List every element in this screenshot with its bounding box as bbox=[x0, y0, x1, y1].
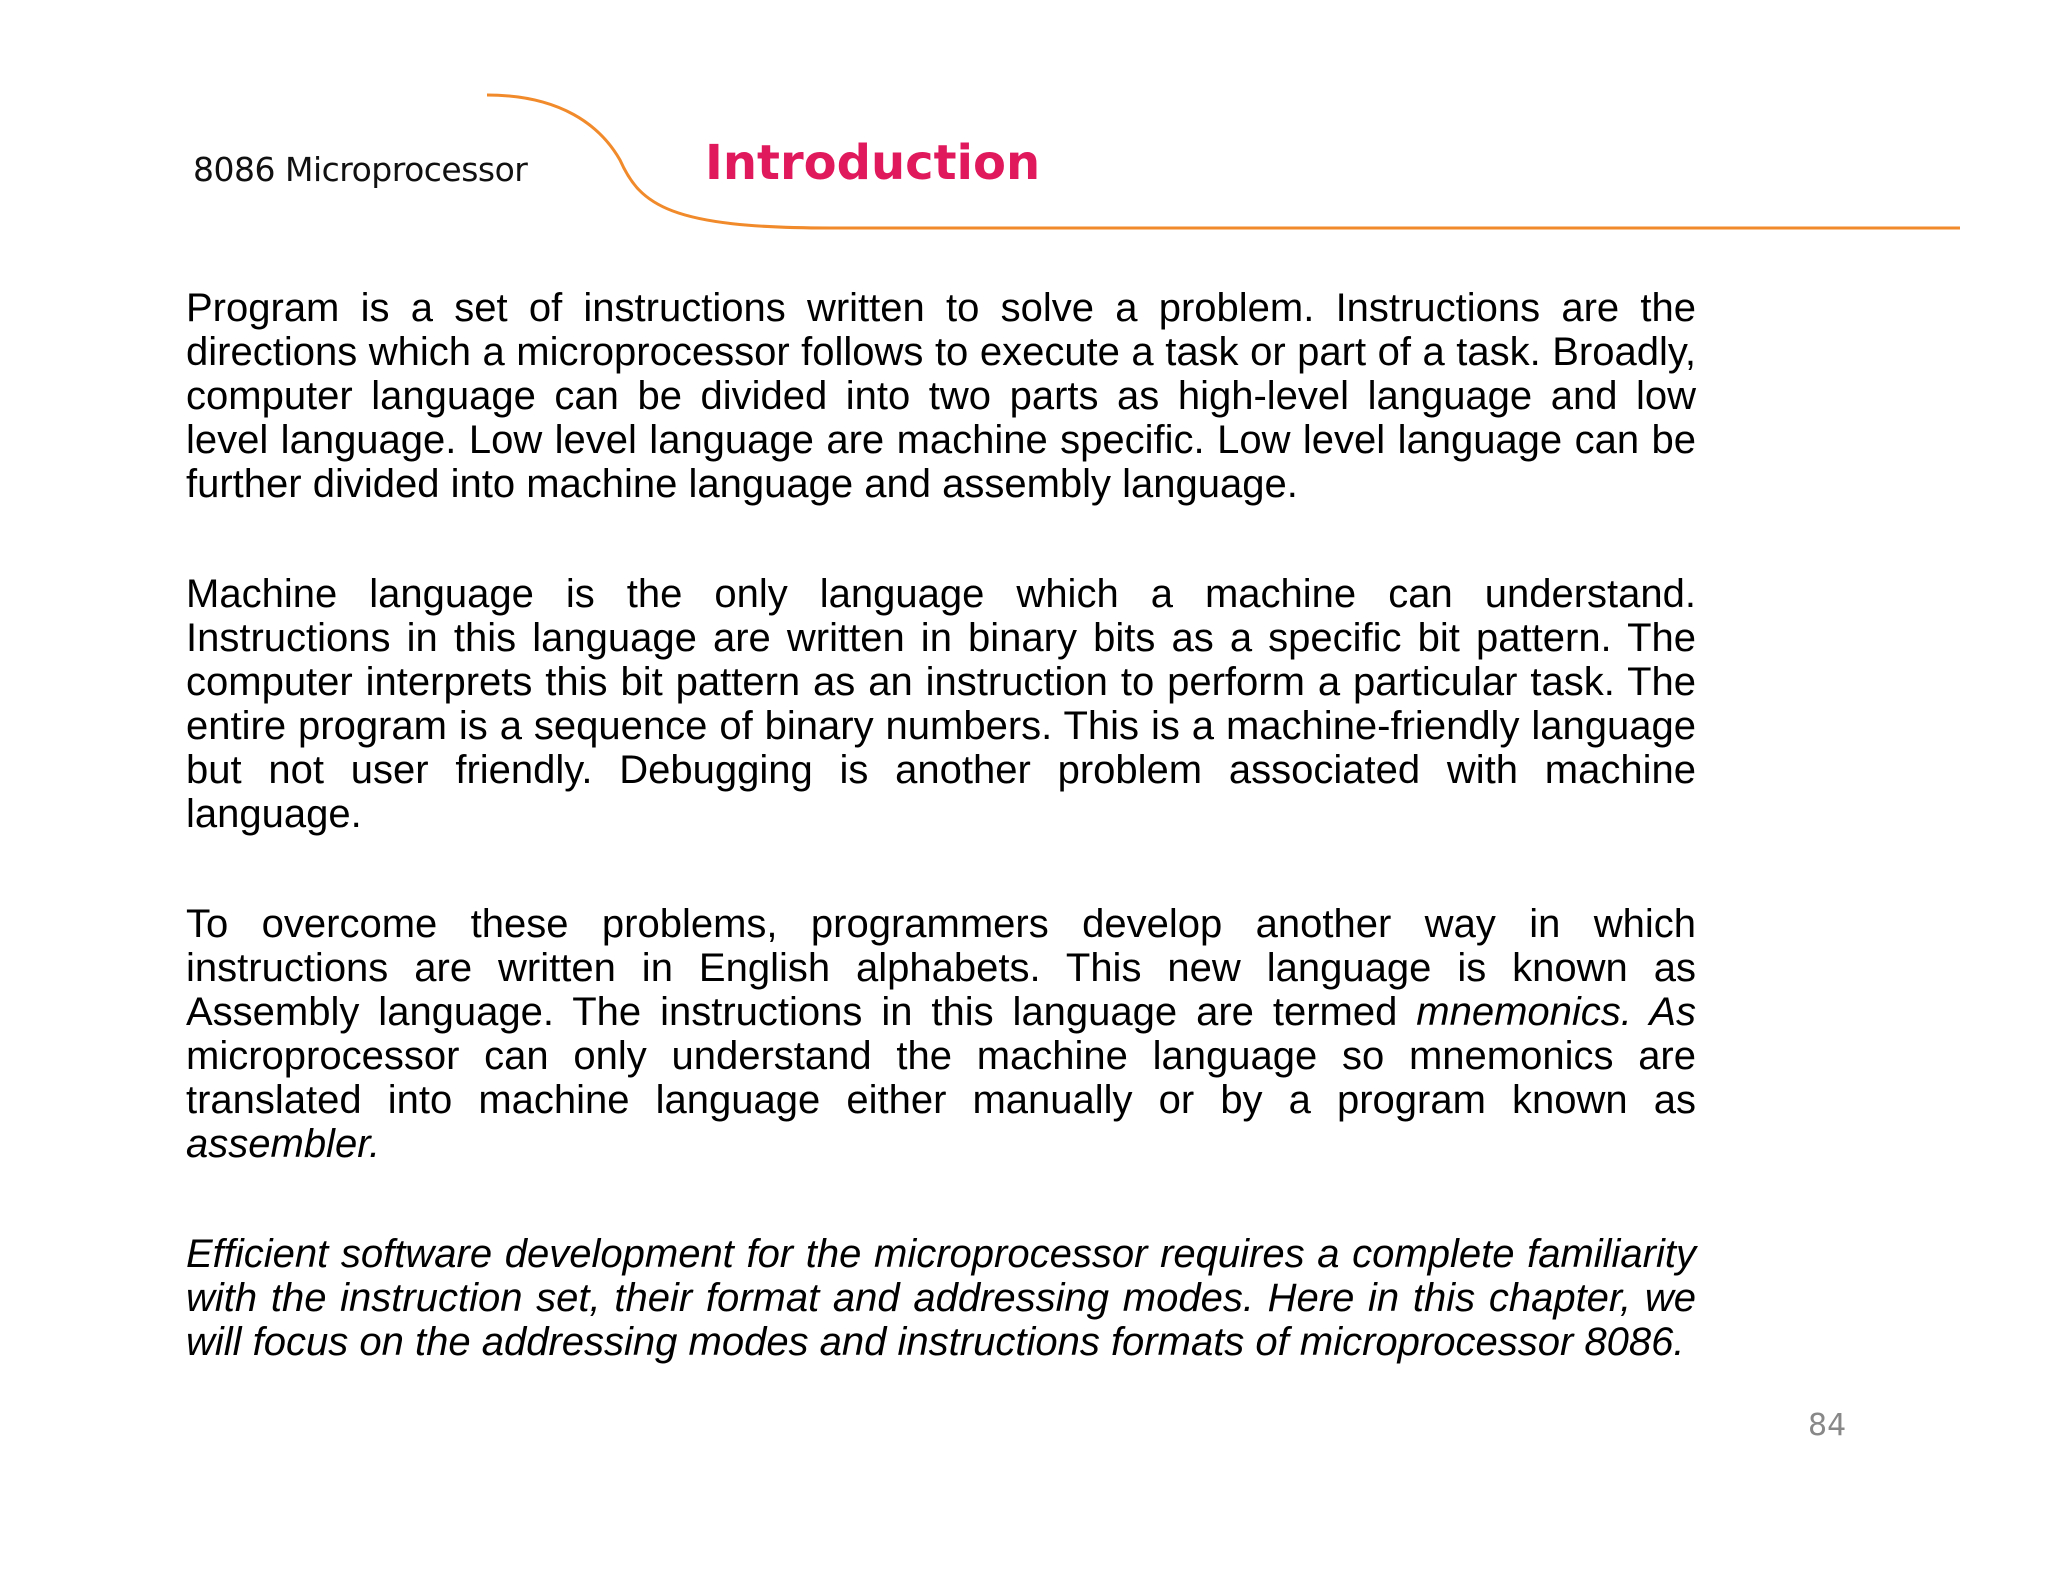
slide-title: Introduction bbox=[705, 135, 1041, 191]
paragraph-efficient-software: Efficient software development for the microprocessor requires a complete familiarity with the instruction set, their format and addressing modes. Here in this chapter, we will focus on the addressing modes and instructions formats of microprocessor 8086. bbox=[186, 1232, 1696, 1364]
assembly-text-assembler: assembler. bbox=[186, 1122, 381, 1166]
assembly-text-part1: To overcome these problems, programmers develop another way in which instructions are written in English alphabets. This new language is known as Assembly language. The instructions in this language are termed bbox=[186, 902, 1696, 1034]
assembly-text-part3: microprocessor can only understand the machine language so mnemonics are translated into machine language either manually or by a program known as bbox=[186, 1034, 1696, 1122]
paragraph-program-intro: Program is a set of instructions written to solve a problem. Instructions are the directions which a microprocessor follows to execute a task or part of a task. Broadly, computer language can be divided into two parts as high-level language and low level language. Low level language are machine specific. Low level language can be further divided into machine language and assembly language. bbox=[186, 286, 1696, 506]
paragraph-machine-language: Machine language is the only language which a machine can understand. Instructions in this language are written in binary bits as a specific bit pattern. The computer interprets this bit pattern as an instruction to perform a particular task. The entire program is a sequence of binary numbers. This is a machine-friendly language but not user friendly. Debugging is another problem associated with machine language. bbox=[186, 572, 1696, 836]
assembly-text-mnemonics: mnemonics. As bbox=[1416, 990, 1696, 1034]
page-number: 84 bbox=[1808, 1408, 1847, 1443]
paragraph-assembly-language bbox=[186, 902, 1696, 1166]
slide-body bbox=[186, 286, 1696, 1364]
course-label: 8086 Microprocessor bbox=[193, 150, 528, 189]
